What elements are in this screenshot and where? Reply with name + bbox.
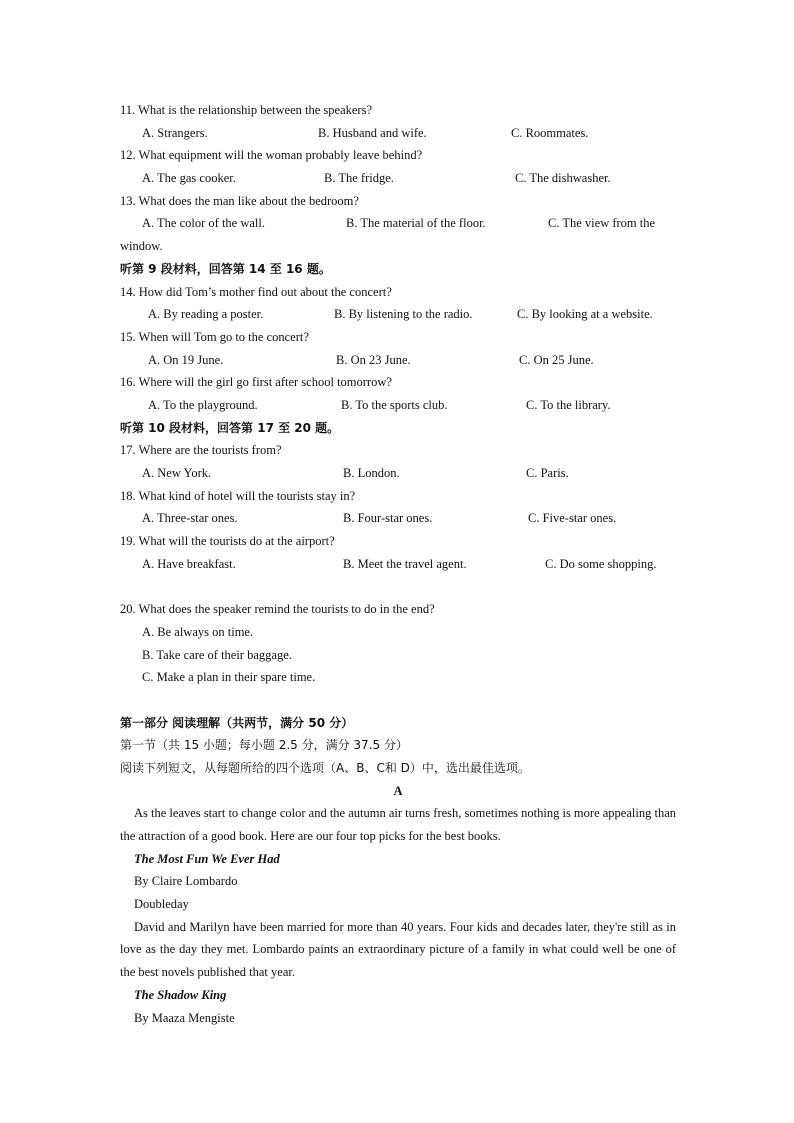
question-19-options	[120, 553, 676, 576]
question-16: 16. Where will the girl go first after school tomorrow?	[120, 375, 392, 390]
question-17-options	[120, 462, 676, 485]
question-14: 14. How did Tom’s mother find out about the concert?	[120, 284, 392, 299]
question-14-options	[120, 303, 676, 326]
book-author: By Claire Lombardo	[134, 874, 238, 889]
passage-intro: As the leaves start to change color and the autumn air turns fresh, sometimes nothing is more appealing than the attraction of a good book. Here are our four top picks for the best books.	[120, 806, 676, 844]
question-12-options	[120, 167, 676, 190]
question-11-options	[120, 122, 676, 145]
exam-page	[120, 99, 676, 1029]
section-9-heading: 听第 9 段材料，回答第 14 至 16 题。	[120, 261, 331, 276]
option-c: C. Make a plan in their spare time.	[142, 670, 316, 685]
option-c: C. Do some shopping.	[545, 556, 657, 571]
option-a: A. The color of the wall.	[142, 216, 265, 231]
book-description: David and Marilyn have been married for more than 40 years. Four kids and decades later, they're still as in love as the day they met. Lombardo paints an extraordinary picture of a family in what could well be one of the best novels published that year.	[120, 919, 676, 980]
question-18-options	[120, 507, 676, 530]
option-b: B. London.	[343, 466, 400, 480]
option-a: A. Strangers.	[142, 125, 208, 140]
question-18: 18. What kind of hotel will the tourists stay in?	[120, 488, 356, 503]
option-c: C. On 25 June.	[519, 352, 594, 367]
question-17: 17. Where are the tourists from?	[120, 443, 282, 458]
question-11: 11. What is the relationship between the speakers?	[120, 103, 373, 117]
option-a: A. The gas cooker.	[142, 171, 236, 186]
part-heading: 第一部分 阅读理解（共两节，满分 50 分）	[120, 715, 354, 730]
section-10-heading: 听第 10 段材料，回答第 17 至 20 题。	[120, 420, 340, 435]
option-b: B. The material of the floor.	[346, 216, 486, 231]
option-c: C. The dishwasher.	[515, 171, 611, 186]
option-c: C. Five-star ones.	[528, 511, 617, 526]
option-b: B. Take care of their baggage.	[142, 647, 292, 662]
question-15: 15. When will Tom go to the concert?	[120, 329, 309, 344]
question-16-options	[120, 394, 676, 417]
option-b: B. The fridge.	[324, 171, 394, 186]
option-a: A. On 19 June.	[148, 352, 224, 367]
option-c: C. The view from the	[548, 216, 656, 231]
option-c: C. Roommates.	[511, 125, 589, 140]
question-12: 12. What equipment will the woman probably leave behind?	[120, 148, 423, 163]
instructions: 阅读下列短文，从每题所给的四个选项（A、B、C和 D）中，选出最佳选项。	[120, 760, 530, 775]
option-c: C. By looking at a website.	[517, 307, 653, 322]
spacer	[120, 689, 676, 712]
option-b: B. Husband and wife.	[318, 125, 427, 140]
question-20: 20. What does the speaker remind the tourists to do in the end?	[120, 602, 435, 617]
book-title: The Most Fun We Ever Had	[134, 851, 280, 866]
question-13-options	[120, 212, 676, 235]
book-title: The Shadow King	[134, 987, 227, 1002]
question-15-options	[120, 349, 676, 372]
section-heading: 第一节（共 15 小题；每小题 2.5 分，满分 37.5 分）	[120, 738, 408, 753]
option-b: B. Meet the travel agent.	[343, 556, 467, 571]
option-a: A. To the playground.	[148, 397, 258, 412]
question-13-option-c-continued: window.	[120, 239, 163, 254]
question-19: 19. What will the tourists do at the airport?	[120, 534, 335, 549]
option-b: B. To the sports club.	[341, 397, 448, 412]
option-a: A. Have breakfast.	[142, 556, 236, 571]
option-a: A. Be always on time.	[142, 624, 254, 639]
option-b: B. On 23 June.	[336, 352, 411, 367]
passage-letter: A	[393, 783, 403, 798]
option-c: C. Paris.	[526, 466, 569, 480]
option-b: B. By listening to the radio.	[334, 307, 473, 322]
option-a: A. Three-star ones.	[142, 511, 238, 526]
book-publisher: Doubleday	[134, 897, 189, 912]
option-a: A. By reading a poster.	[148, 307, 264, 322]
spacer	[120, 575, 676, 598]
option-a: A. New York.	[142, 466, 212, 480]
question-13: 13. What does the man like about the bedroom?	[120, 193, 359, 208]
option-c: C. To the library.	[526, 397, 611, 412]
option-b: B. Four-star ones.	[343, 511, 433, 526]
book-author: By Maaza Mengiste	[134, 1010, 235, 1025]
